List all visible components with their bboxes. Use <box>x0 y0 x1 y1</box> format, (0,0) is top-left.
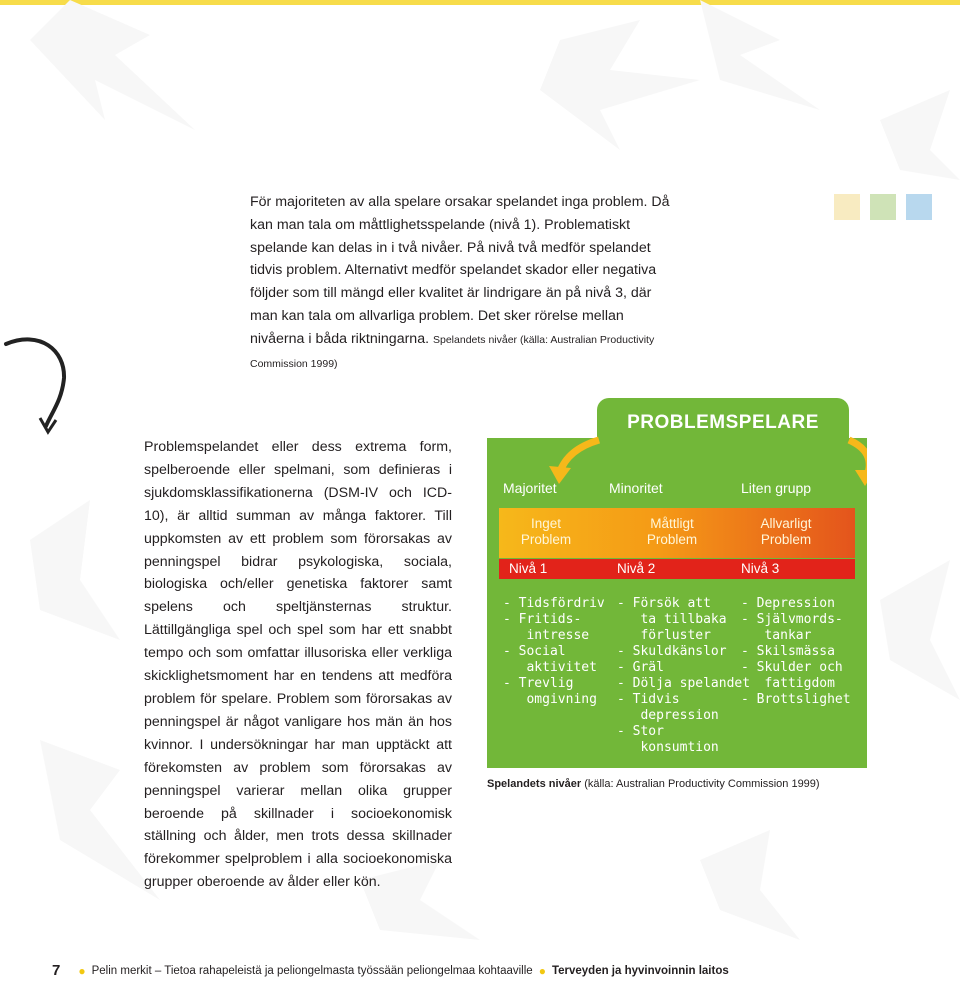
page-number: 7 <box>52 962 61 979</box>
organization-name: Terveyden ja hyvinvoinnin laitos <box>551 964 729 977</box>
level-label-1: Nivå 1 <box>509 561 548 576</box>
level-label-2: Nivå 2 <box>617 561 656 576</box>
intro-paragraph <box>250 191 675 375</box>
caption-bold: Spelandets nivåer <box>487 778 582 790</box>
problem-label-3: Allvarligt Problem <box>760 516 812 547</box>
curved-arrows-icon <box>487 418 867 488</box>
page-footer <box>52 962 729 979</box>
caption-rest: (källa: Australian Productivity Commission 1999) <box>581 778 820 790</box>
diagram-caption <box>487 778 820 790</box>
bullet-dot-icon: ● <box>538 963 546 978</box>
list-level-3: - Depression - Självmords- tankar - Skilsmässa - Skulder och fattigdom - Brottslighet <box>741 596 851 707</box>
bullet-dot-icon: ● <box>78 963 86 978</box>
levels-diagram <box>487 398 867 768</box>
column-head-minoritet: Minoritet <box>609 480 663 496</box>
green-square <box>870 194 896 220</box>
list-level-2: - Försök att ta tillbaka förluster - Skuldkänslor - Gräl - Dölja spelandet - Tidvis depression - Stor konsumtion <box>617 596 751 755</box>
level-label-3: Nivå 3 <box>741 561 780 576</box>
column-head-liten-grupp: Liten grupp <box>741 480 812 496</box>
diagram-title: PROBLEMSPELARE <box>627 412 819 433</box>
column-head-majoritet: Majoritet <box>503 480 557 496</box>
problem-label-2: Måttligt Problem <box>646 516 698 547</box>
intro-text: För majoriteten av alla spelare orsakar spelandet inga problem. Då kan man tala om måttlighetsspelande (nivå 1). Problematiskt spelande kan delas in i två nivåer. På nivå två medför spelandet tidvis problem. Alternativt medför spelandet skador eller negativa följder som till mängd eller kvalitet är lindrigare än på nivå 3, där man kan tala om allvarliga problem. Det sker rörelse mellan nivåerna i båda riktningarna. <box>250 194 670 347</box>
body-paragraph: Problemspelandet eller dess extrema form, spelberoende eller spelmani, som definieras i sjukdomsklassifikationerna (DSM-IV och ICD-10), är alltid summan av många faktorer. Till uppkomsten av ett problem som förorsakas av penningspel bidrar psykologiska, sociala, biologiska och/eller genetiska faktorer samt spelens och speltjänsternas struktur. Lättillgängliga spel och spel som har ett snabbt tempo och som omfattar illusoriska eller verkliga skicklighetsmoment har en tendens att medföra problem för spelare. Problem som förorsakas av penningspel är något vanligare hos män än hos kvinnor. I undersökningar har man upptäckt att förekomsten av problem som förorsakas av penningspel varierar mellan olika grupper beroende på skillnader i socioekonomisk ställning och ålder, men trots dessa skillnader förekommer spelproblem i alla socioekonomiska grupper oberoende av ålder eller kön. <box>144 439 452 891</box>
intro-source-note: Spelandets nivåer (källa: Australian Productivity Commission 1999) <box>250 333 655 370</box>
blue-square <box>906 194 932 220</box>
color-squares <box>834 194 932 220</box>
list-level-1: - Tidsfördriv - Fritids- intresse - Social aktivitet - Trevlig omgivning <box>503 596 605 707</box>
problem-label-1: Inget Problem <box>520 516 572 547</box>
yellow-square <box>834 194 860 220</box>
level-bar <box>499 559 855 579</box>
publication-title: Pelin merkit – Tietoa rahapeleistä ja peliongelmasta työssään peliongelmaa kohtaaville <box>91 964 533 977</box>
